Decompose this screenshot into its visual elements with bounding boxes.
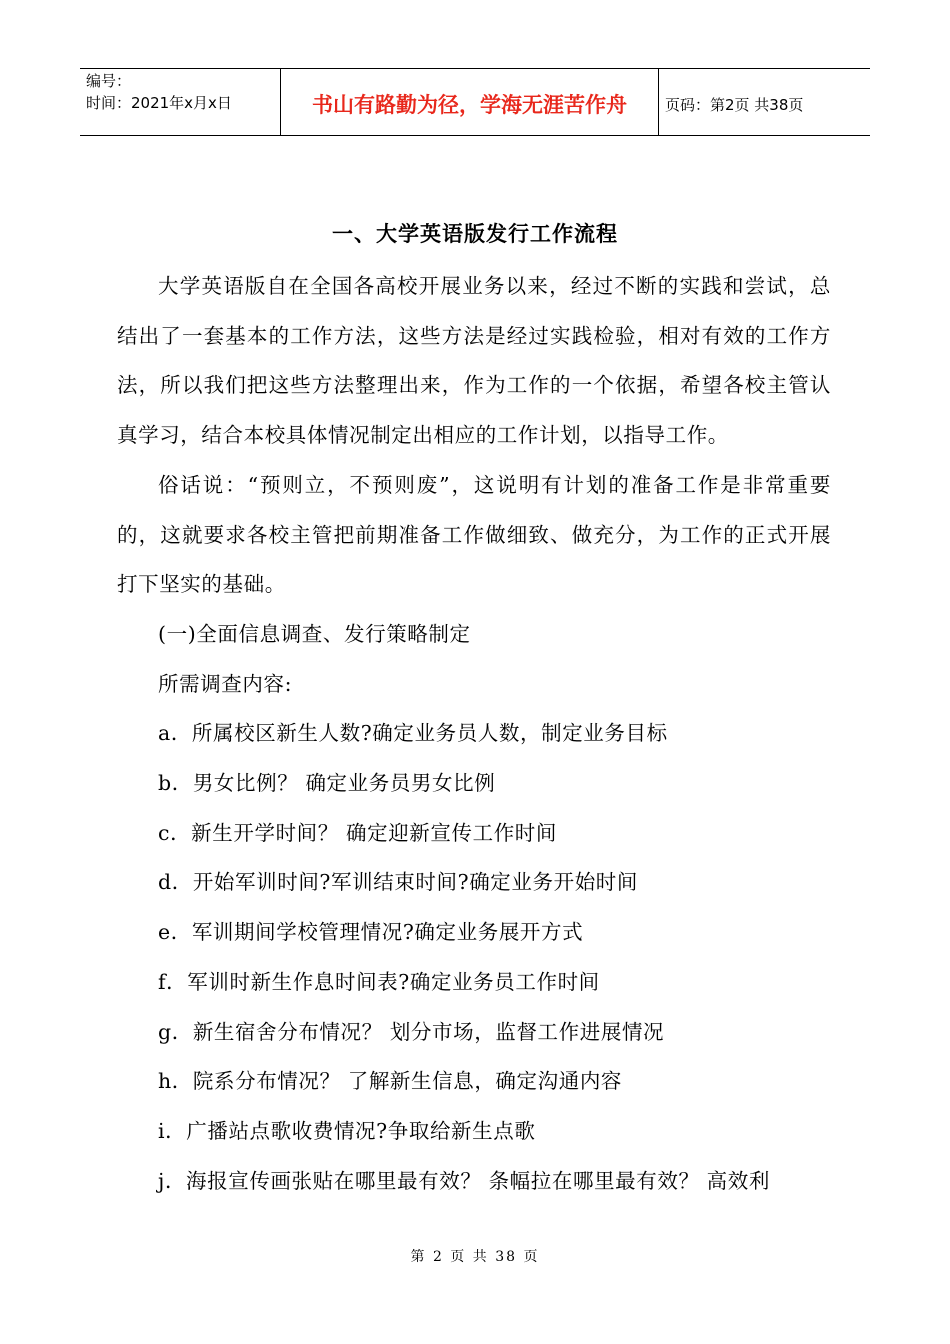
list-item: e．军训期间学校管理情况?确定业务展开方式 [158, 920, 584, 945]
paragraph: 大学英语版自在全国各高校开展业务以来，经过不断的实践和尝试，总结出了一套基本的工作方法，这些方法是经过实践检验，相对有效的工作方法，所以我们把这些方法整理出来，作为工作的一个依据，希望各校主管认真学习，结合本校具体情况制定出相应的工作计划，以指导工作。 [117, 274, 831, 448]
document-title: 一、大学英语版发行工作流程 [332, 222, 618, 246]
header-meta [80, 69, 281, 135]
paragraph: 俗话说：“预则立，不预则废”，这说明有计划的准备工作是非常重要的，这就要求各校主管把前期准备工作做细致、做充分，为工作的正式开展打下坚实的基础。 [117, 472, 831, 597]
section-heading: (一)全面信息调查、发行策略制定 [158, 621, 471, 646]
list-item: b．男女比例？ 确定业务员男女比例 [158, 771, 496, 796]
list-item: h．院系分布情况？ 了解新生信息，确定沟通内容 [158, 1069, 623, 1094]
list-item: i．广播站点歌收费情况?争取给新生点歌 [158, 1118, 536, 1143]
header-motto: 书山有路勤为径，学海无涯苦作舟 [281, 69, 659, 135]
document-body [117, 262, 831, 1206]
list-item: j．海报宣传画张贴在哪里最有效？ 条幅拉在哪里最有效？ 高效利 [158, 1168, 770, 1193]
list-item: a．所属校区新生人数?确定业务员人数，制定业务目标 [158, 721, 668, 746]
list-item: d．开始军训时间?军训结束时间?确定业务开始时间 [158, 870, 639, 895]
list-item: g．新生宿舍分布情况？ 划分市场，监督工作进展情况 [158, 1019, 665, 1044]
time-label: 时间：2021年x月x日 [86, 94, 232, 112]
list-item: f．军训时新生作息时间表?确定业务员工作时间 [158, 969, 600, 994]
header-page-info: 页码：第2页 共38页 [665, 95, 804, 114]
list-item: c．新生开学时间？ 确定迎新宣传工作时间 [158, 820, 557, 845]
page-footer: 第 2 页 共 38 页 [410, 1249, 540, 1265]
number-label: 编号： [86, 72, 132, 90]
document-header [80, 68, 870, 136]
survey-label: 所需调查内容: [158, 671, 293, 696]
